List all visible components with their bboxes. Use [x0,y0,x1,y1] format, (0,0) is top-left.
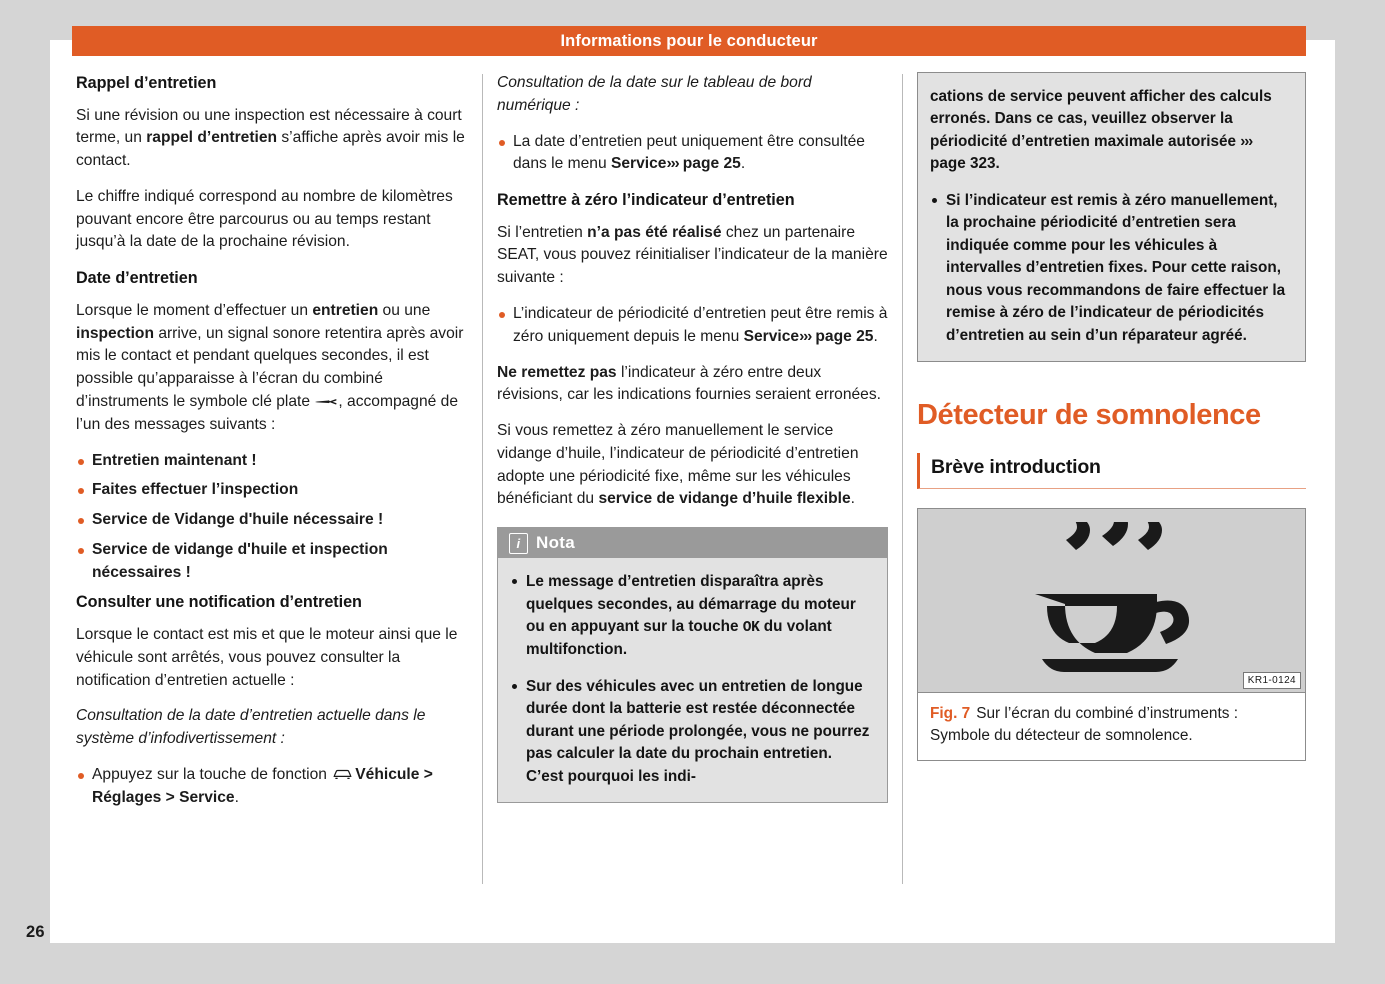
cross-reference-page[interactable]: page 25 [811,327,874,345]
vehicle-icon [333,768,352,781]
text-run: . [995,155,1000,173]
cross-reference-page[interactable]: page 323 [930,155,996,173]
text-run: Si une révision ou une inspection est nécessaire à court terme, un [76,106,462,147]
text-run: ou une [378,301,431,319]
emphasis-service-menu: Service [610,155,667,173]
figure-caption-text: Sur l’écran du combiné d’instruments : Symbole du détecteur de somnolence. [930,705,1238,744]
content-columns [76,72,1306,917]
text-run: chez un partenaire SEAT, vous pouvez réinitialiser l’indicateur de la manière suivante : [497,223,888,287]
emphasis-entretien: entretien [312,301,379,319]
coffee-cup-icon [1022,522,1202,680]
heading-date-entretien: Date d’entretien [76,269,198,288]
cross-reference-page[interactable]: page 25 [678,155,741,173]
column-left [76,72,467,822]
page-header-banner [72,26,1306,56]
text-run: , accompagné de l’un des messages suivants : [76,392,458,433]
nota-title: Nota [536,532,575,552]
list-item: Faites effectuer l’inspection [76,479,467,502]
emphasis-ne-remettez-pas: Ne remettez pas [497,363,617,381]
emphasis-pas-realise: n’a pas été réalisé [587,223,722,241]
info-icon: i [509,533,528,554]
figure-7 [917,508,1306,761]
paragraph-chiffre: Le chiffre indiqué correspond au nombre de kilomètres pouvant encore être parcourus ou au temps restant jusqu’à la date de la prochaine révision. [76,187,453,251]
text-run: cations de service peuvent afficher des calculs erronés. Dans ce cas, veuillez observer la périodicité d’entretien maximale autorisée [930,88,1272,150]
cross-reference-chevrons-icon: ››› [799,327,812,345]
text-run: . [740,155,746,173]
text-run: . [234,788,239,806]
text-run: La date d’entretien peut uniquement être consultée dans le menu [513,132,865,173]
text-run: Le message d’entretien disparaîtra après quelques secondes, au démarrage du moteur ou en appuyant sur la touche [526,573,856,636]
list-item: Entretien maintenant ! [76,450,467,473]
flat-key-wrench-icon [315,397,337,407]
text-run: Lorsque le moment d’effectuer un [76,301,313,319]
paragraph-ne-remettez-pas [497,362,888,408]
column-middle [497,72,888,803]
grey-note-paragraph-1 [930,86,1291,176]
text-run: Si l’entretien [497,223,588,241]
paragraph-date-entretien [76,300,467,437]
heading-remettre-a-zero: Remettre à zéro l’indicateur d’entretien [497,191,795,210]
text-run: s’affiche après avoir mis le contact. [76,129,465,170]
bullet-indicateur-remis-zero [497,303,888,349]
figure-code: KR1-0124 [1243,672,1301,690]
text-run: du volant multifonction. [526,618,832,659]
text-run: . [850,490,855,508]
grey-note-box [917,72,1306,362]
text-run: l’indicateur à zéro entre deux révisions, car les indications fournies seraient erronées. [497,363,881,404]
emphasis-service-vidange: service de vidange d’huile flexible [598,490,851,508]
figure-caption [918,693,1305,760]
column-divider-1 [482,74,483,884]
bullet-appuyez [76,764,467,810]
section-heading-breve-introduction: Brève introduction [917,453,1306,489]
list-item: Service de Vidange d'huile nécessaire ! [76,509,467,532]
emphasis-inspection: inspection [76,324,154,342]
list-item: Service de vidange d'huile et inspection nécessaires ! [76,539,467,585]
grey-note-paragraph-2: Si l’indicateur est remis à zéro manuellement, la prochaine périodicité d’entretien sera indiquée comme pour les véhicules à intervalles d’entretien fixes. Pour cette raison, nous vous recommandons de faire effectuer la remise à zéro de l’indicateur de périodicités d’entretien au sein d’un réparateur agréé. [930,190,1291,347]
bullet-date-entretien-menu [497,131,888,177]
emphasis-menu-path: Véhicule > Réglages > Service [92,765,433,806]
emphasis-rappel-entretien: rappel d’entretien [146,129,278,147]
figure-image [918,509,1305,693]
paragraph-consultation-italic: Consultation de la date d’entretien actuelle dans le système d’infodivertissement : [76,707,426,748]
page-number: 26 [26,923,45,941]
page-header-title: Informations pour le conducteur [560,31,818,50]
column-divider-2 [902,74,903,884]
nota-body [498,558,887,802]
message-list [76,450,467,585]
paragraph-si-entretien [497,222,888,290]
text-run: . [873,327,878,345]
paragraph-consulter: Lorsque le contact est mis et que le moteur ainsi que le véhicule sont arrêtés, vous pouvez consulter la notification d’entretien actuelle : [76,625,458,689]
emphasis-service-menu: Service [743,327,800,345]
paragraph-rappel [76,105,467,173]
heading-consulter-notification: Consulter une notification d’entretien [76,593,362,612]
cross-reference-chevrons-icon: ››› [666,155,679,173]
text-run: Si vous remettez à zéro manuellement le service vidange d’huile, l’indicateur de périodicité d’entretien adopte une périodicité fixe, même sur les véhicules bénéficiant du [497,422,859,508]
heading-rappel-entretien: Rappel d’entretien [76,74,217,92]
column-right [917,72,1306,761]
paragraph-si-vous-remettez [497,420,888,511]
figure-label: Fig. 7 [930,705,971,723]
text-run: Appuyez sur la touche de fonction [92,765,332,783]
text-run: L’indicateur de périodicité d’entretien peut être remis à zéro uniquement depuis le menu [513,305,888,345]
paragraph-consultation-tableau: Consultation de la date sur le tableau de bord numérique : [497,74,812,114]
nota-item-2: Sur des véhicules avec un entretien de longue durée dont la batterie est restée déconnectée durant une période prolongée, vous ne pourrez pas calculer la date du prochain entretien. C’est pourquoi les indi- [510,676,873,788]
text-run: arrive, un signal sonore retentira après avoir mis le contact et pendant quelques secondes, il est possible qu’apparaisse à l’écran du combiné d’instruments le symbole clé plate [76,324,464,410]
chapter-title: Détecteur de somnolence [917,399,1261,432]
nota-header [498,528,887,558]
nota-box [497,527,888,803]
nota-item-1 [510,571,873,662]
cross-reference-chevrons-icon: ››› [1240,132,1252,150]
ok-key-label: OK [742,620,760,637]
